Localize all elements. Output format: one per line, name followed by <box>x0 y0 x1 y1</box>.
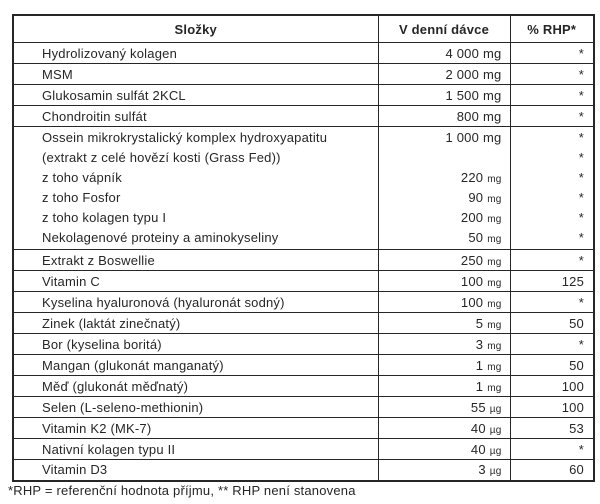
rhp-cell: * <box>510 85 594 106</box>
table-row <box>13 85 594 106</box>
table-row-group-ossein <box>13 127 594 250</box>
dose-cell: 100 mg <box>378 271 510 292</box>
rhp-cell: * <box>510 334 594 355</box>
rhp-cell: 53 <box>510 418 594 439</box>
column-header-ingredients: Složky <box>13 15 378 43</box>
dose-cell-group: 1 000 mg 220 mg 90 mg 200 mg 50 mg <box>378 127 510 250</box>
dose-cell: 1 mg <box>378 355 510 376</box>
table-row <box>13 313 594 334</box>
table-row <box>13 355 594 376</box>
rhp-footnote: *RHP = referenční hodnota příjmu, ** RHP není stanovena <box>8 483 356 498</box>
ingredient-cell: Vitamin D3 <box>13 460 378 481</box>
ingredient-cell: Kyselina hyaluronová (hyaluronát sodný) <box>13 292 378 313</box>
rhp-cell: * <box>510 292 594 313</box>
rhp-cell: * <box>510 439 594 460</box>
table-row <box>13 271 594 292</box>
dose-cell: 3 mg <box>378 334 510 355</box>
table-row <box>13 418 594 439</box>
ingredient-cell: MSM <box>13 64 378 85</box>
rhp-cell: * <box>510 64 594 85</box>
table-row <box>13 43 594 64</box>
rhp-cell: 50 <box>510 313 594 334</box>
dose-cell: 1 mg <box>378 376 510 397</box>
dose-cell: 4 000 mg <box>378 43 510 64</box>
ingredient-cell: Selen (L-seleno-methionin) <box>13 397 378 418</box>
rhp-cell: 60 <box>510 460 594 481</box>
table-row <box>13 439 594 460</box>
rhp-cell: * <box>510 43 594 64</box>
ingredient-cell: Mangan (glukonát manganatý) <box>13 355 378 376</box>
ingredient-cell: Zinek (laktát zinečnatý) <box>13 313 378 334</box>
ingredient-cell: Nativní kolagen typu II <box>13 439 378 460</box>
table-row <box>13 334 594 355</box>
rhp-cell: 100 <box>510 397 594 418</box>
table-row <box>13 250 594 271</box>
rhp-cell: * <box>510 106 594 127</box>
rhp-cell-group: * * * * * * <box>510 127 594 250</box>
ingredient-cell: Měď (glukonát měďnatý) <box>13 376 378 397</box>
dose-cell: 55 µg <box>378 397 510 418</box>
dose-cell: 5 mg <box>378 313 510 334</box>
dose-cell: 40 µg <box>378 439 510 460</box>
table-row <box>13 460 594 481</box>
dose-cell: 100 mg <box>378 292 510 313</box>
header-row <box>13 15 594 43</box>
rhp-cell: 125 <box>510 271 594 292</box>
supplement-facts-table <box>12 14 595 482</box>
dose-cell: 3 µg <box>378 460 510 481</box>
ingredient-cell: Vitamin C <box>13 271 378 292</box>
dose-cell: 2 000 mg <box>378 64 510 85</box>
column-header-daily-dose: V denní dávce <box>378 15 510 43</box>
table-row <box>13 106 594 127</box>
table-row <box>13 376 594 397</box>
ingredient-cell: Glukosamin sulfát 2KCL <box>13 85 378 106</box>
ingredient-cell: Bor (kyselina boritá) <box>13 334 378 355</box>
dose-cell: 250 mg <box>378 250 510 271</box>
rhp-cell: 50 <box>510 355 594 376</box>
ingredient-cell: Hydrolizovaný kolagen <box>13 43 378 64</box>
table-row <box>13 64 594 85</box>
ingredient-cell: Chondroitin sulfát <box>13 106 378 127</box>
ingredient-cell: Vitamin K2 (MK-7) <box>13 418 378 439</box>
ingredient-cell-group: Ossein mikrokrystalický komplex hydroxyapatitu (extrakt z celé hovězí kosti (Grass Fed)) z toho vápník z toho Fosfor z toho kolagen typu I Nekolagenové proteiny a aminokyseliny <box>13 127 378 250</box>
dose-cell: 800 mg <box>378 106 510 127</box>
rhp-cell: * <box>510 250 594 271</box>
table-row <box>13 397 594 418</box>
dose-cell: 40 µg <box>378 418 510 439</box>
column-header-rhp: % RHP* <box>510 15 594 43</box>
rhp-cell: 100 <box>510 376 594 397</box>
ingredient-cell: Extrakt z Boswellie <box>13 250 378 271</box>
dose-cell: 1 500 mg <box>378 85 510 106</box>
table-row <box>13 292 594 313</box>
